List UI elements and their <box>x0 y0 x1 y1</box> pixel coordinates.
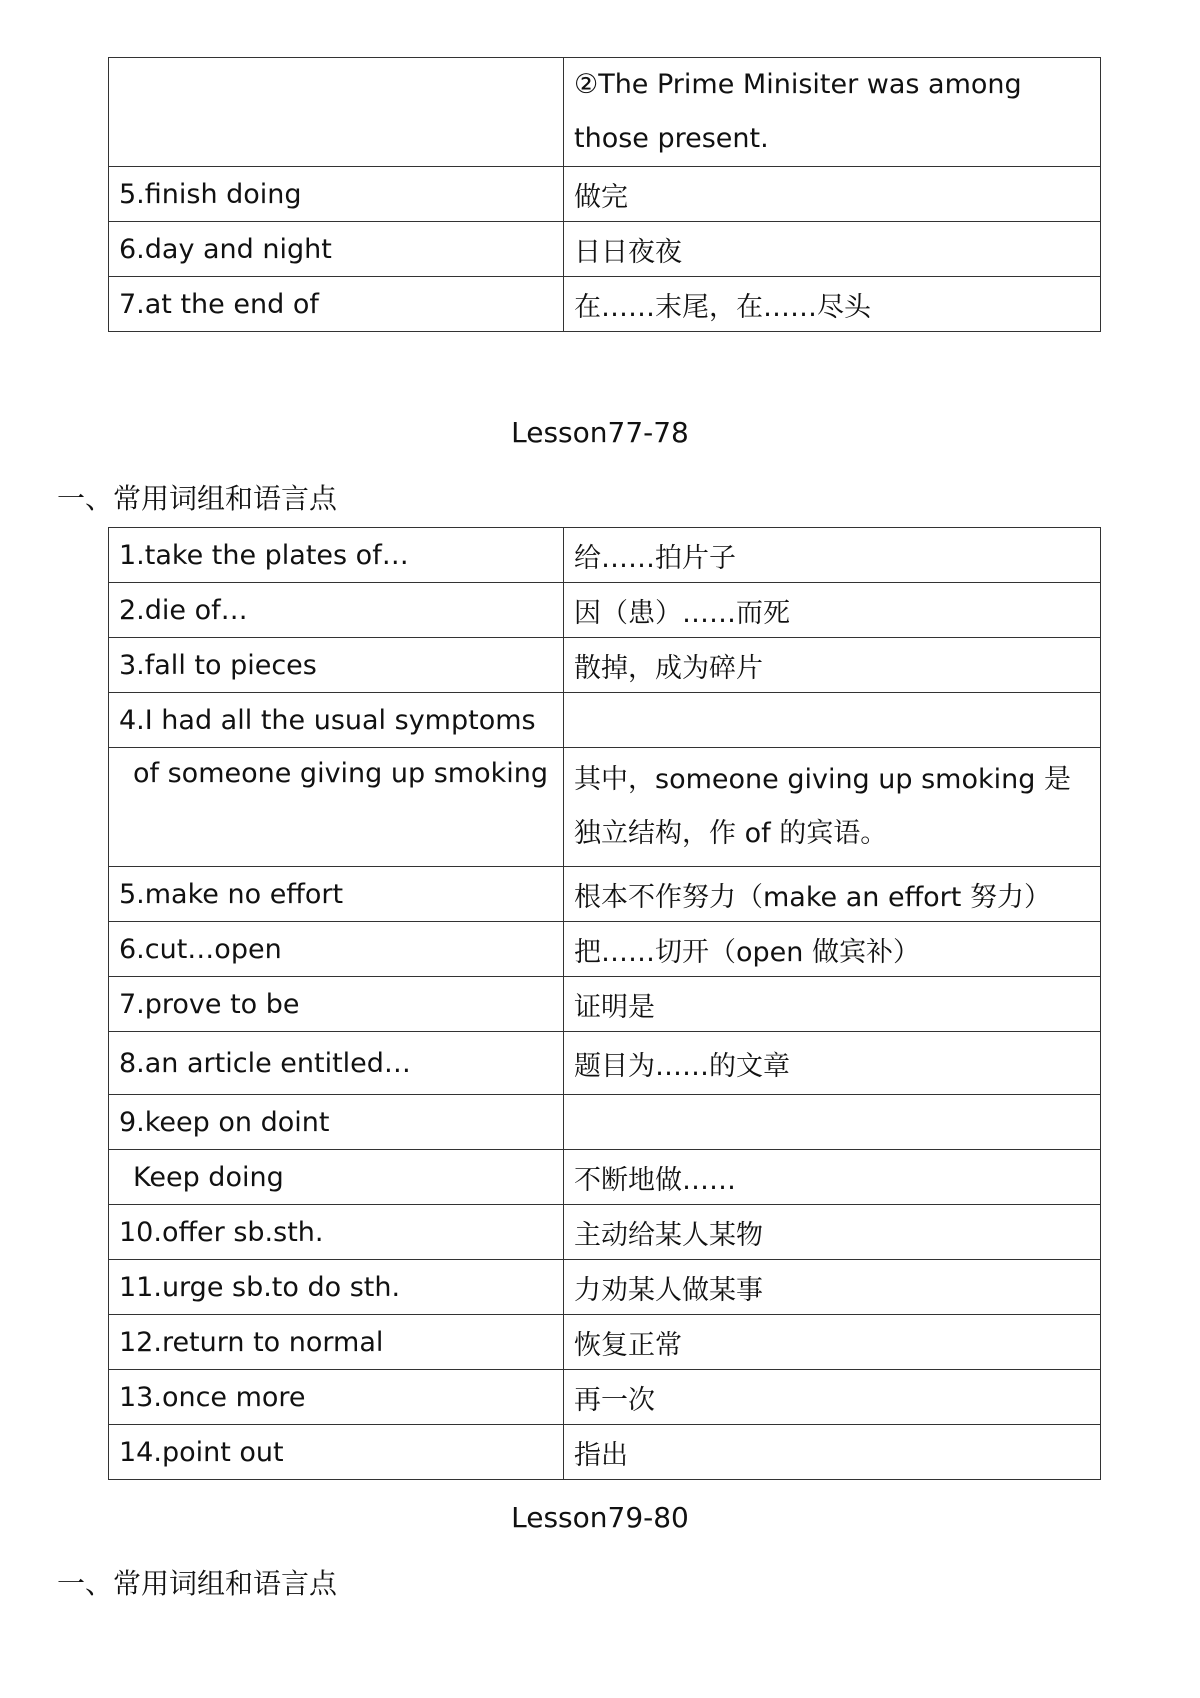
table-row <box>109 1260 1101 1315</box>
phrase-cell: 4.I had all the usual symptoms <box>109 693 564 748</box>
table-row <box>109 1032 1101 1095</box>
table-row <box>109 1425 1101 1480</box>
meaning-cell: 在……末尾，在……尽头 <box>564 277 1101 332</box>
phrase-table-77-78 <box>108 527 1101 1480</box>
meaning-cell: 给……拍片子 <box>564 528 1101 583</box>
phrase-cell: 11.urge sb.to do sth. <box>109 1260 564 1315</box>
table-row <box>109 528 1101 583</box>
phrase-cell: 14.point out <box>109 1425 564 1480</box>
meaning-cell: 不断地做…… <box>564 1150 1101 1205</box>
meaning-cell: 证明是 <box>564 977 1101 1032</box>
table-row <box>109 58 1101 167</box>
phrase-cell: 12.return to normal <box>109 1315 564 1370</box>
meaning-cell: 日日夜夜 <box>564 222 1101 277</box>
lesson-title-77-78: Lesson77-78 <box>511 416 689 449</box>
phrase-cell: 6.day and night <box>109 222 564 277</box>
meaning-cell: 题目为……的文章 <box>564 1032 1101 1095</box>
phrase-cell: 8.an article entitled… <box>109 1032 564 1095</box>
meaning-cell: ②The Prime Minisiter was among those present. <box>564 58 1101 167</box>
phrase-cell: Keep doing <box>109 1150 564 1205</box>
table-row <box>109 1095 1101 1150</box>
phrase-cell: 10.offer sb.sth. <box>109 1205 564 1260</box>
phrase-table-continued <box>108 57 1101 332</box>
meaning-cell: 再一次 <box>564 1370 1101 1425</box>
meaning-cell: 因（患）……而死 <box>564 583 1101 638</box>
meaning-cell: 根本不作努力（make an effort 努力） <box>564 867 1101 922</box>
table-row <box>109 167 1101 222</box>
table-row <box>109 1205 1101 1260</box>
table-row <box>109 638 1101 693</box>
meaning-cell: 散掉，成为碎片 <box>564 638 1101 693</box>
phrase-cell: 5.make no effort <box>109 867 564 922</box>
table-row <box>109 1150 1101 1205</box>
meaning-cell: 其中，someone giving up smoking 是独立结构，作 of 的宾语。 <box>564 748 1101 867</box>
phrase-cell: 7.at the end of <box>109 277 564 332</box>
phrase-cell: 3.fall to pieces <box>109 638 564 693</box>
section-heading: 一、常用词组和语言点 <box>57 482 338 515</box>
phrase-cell: of someone giving up smoking <box>109 748 564 867</box>
section-heading: 一、常用词组和语言点 <box>57 1567 338 1600</box>
table-row <box>109 748 1101 867</box>
meaning-cell: 做完 <box>564 167 1101 222</box>
table-row <box>109 922 1101 977</box>
table-row <box>109 693 1101 748</box>
phrase-cell: 2.die of… <box>109 583 564 638</box>
table-row <box>109 867 1101 922</box>
phrase-cell <box>109 58 564 167</box>
table-row <box>109 977 1101 1032</box>
meaning-cell: 力劝某人做某事 <box>564 1260 1101 1315</box>
phrase-cell: 13.once more <box>109 1370 564 1425</box>
table-row <box>109 583 1101 638</box>
meaning-cell: 把……切开（open 做宾补） <box>564 922 1101 977</box>
phrase-cell: 7.prove to be <box>109 977 564 1032</box>
table-row <box>109 1370 1101 1425</box>
table-row <box>109 1315 1101 1370</box>
phrase-cell: 5.finish doing <box>109 167 564 222</box>
meaning-cell <box>564 1095 1101 1150</box>
table-row <box>109 222 1101 277</box>
phrase-cell: 6.cut…open <box>109 922 564 977</box>
meaning-cell: 指出 <box>564 1425 1101 1480</box>
meaning-cell <box>564 693 1101 748</box>
phrase-cell: 1.take the plates of… <box>109 528 564 583</box>
lesson-title-79-80: Lesson79-80 <box>511 1501 689 1534</box>
meaning-cell: 主动给某人某物 <box>564 1205 1101 1260</box>
table-row <box>109 277 1101 332</box>
phrase-cell: 9.keep on doint <box>109 1095 564 1150</box>
meaning-cell: 恢复正常 <box>564 1315 1101 1370</box>
